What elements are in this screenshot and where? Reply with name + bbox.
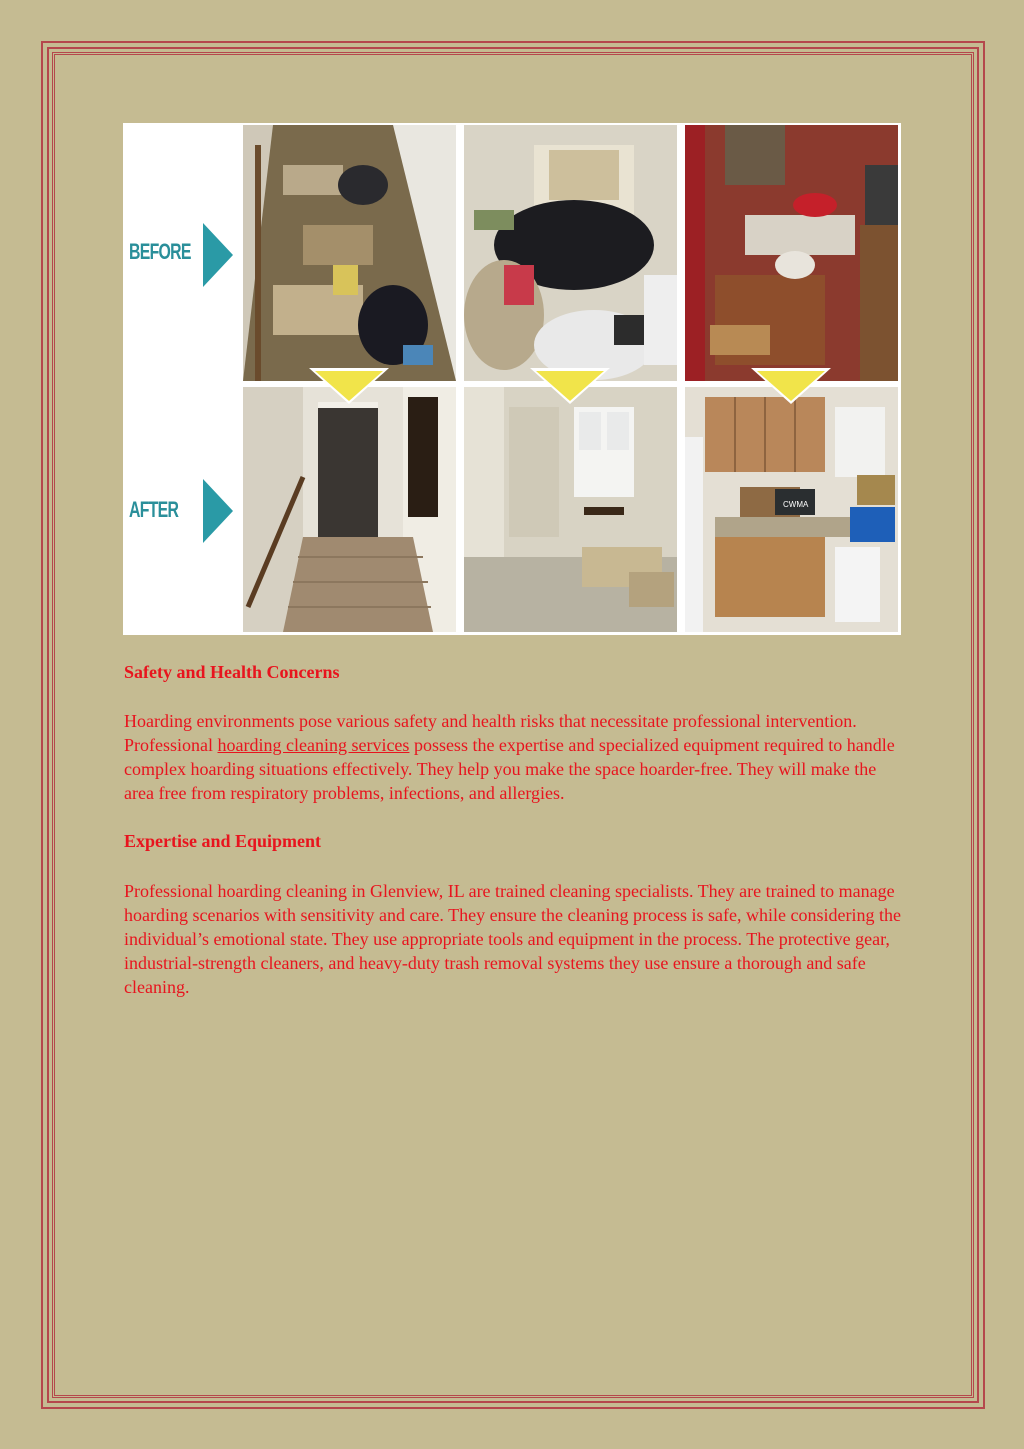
right-arrow-icon <box>203 479 233 543</box>
after-label: AFTER <box>129 497 179 522</box>
before-label-area <box>123 123 241 379</box>
hoarding-cleaning-services-link[interactable]: hoarding cleaning services <box>217 735 410 755</box>
before-photo-living-room <box>464 125 677 381</box>
after-photo-living-room <box>464 387 677 632</box>
after-photo-kitchen <box>685 387 898 632</box>
article-body <box>124 660 904 999</box>
after-photo-stairs <box>243 387 456 632</box>
down-arrow-icon <box>757 371 825 401</box>
down-arrow-icon <box>315 371 383 401</box>
cwma-box-text: CWMA <box>783 500 809 509</box>
section-heading-expertise: Expertise and Equipment <box>124 831 322 851</box>
before-photo-stairs <box>243 125 456 381</box>
right-arrow-icon <box>203 223 233 287</box>
before-photo-kitchen <box>685 125 898 381</box>
paragraph-text-end: possess the expertise and specialized equipment required to handle complex hoarding situations effectively. They help you make the space hoarder-free. They will make the area free from respiratory problems, infections, and allergies. <box>124 735 895 803</box>
section-paragraph-safety <box>124 709 904 805</box>
paragraph-text-start: Hoarding environments pose various safety and health risks that necessitate professional intervention. Professional <box>124 711 857 755</box>
section-heading-safety: Safety and Health Concerns <box>124 662 340 682</box>
down-arrow-icon <box>536 371 604 401</box>
section-paragraph-expertise: Professional hoarding cleaning in Glenview, IL are trained cleaning specialists. They are trained to manage hoarding scenarios with sensitivity and care. They ensure the cleaning process is safe, while considering the individual’s emotional state. They use appropriate tools and equipment in the process. The protective gear, industrial-strength cleaners, and heavy-duty trash removal systems they use ensure a thorough and safe cleaning. <box>124 881 901 997</box>
before-after-collage <box>123 123 901 635</box>
before-label: BEFORE <box>129 239 191 264</box>
after-label-area <box>123 379 241 635</box>
